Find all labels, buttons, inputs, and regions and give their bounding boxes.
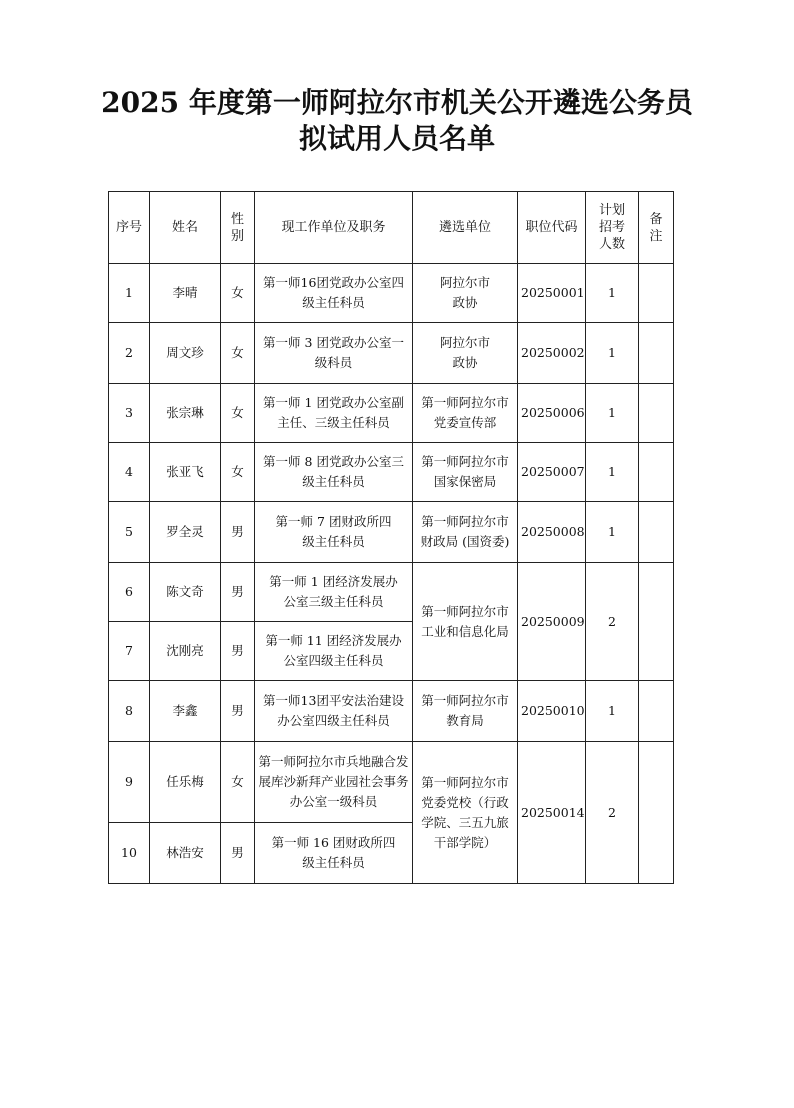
cell-current-unit: 第一师16团党政办公室四级主任科员 <box>255 264 413 323</box>
cell-current-unit: 第一师 7 团财政所四级主任科员 <box>255 502 413 563</box>
cell-name: 沈刚亮 <box>150 622 221 681</box>
cell-name: 张宗琳 <box>150 384 221 443</box>
cell-remarks <box>639 443 674 502</box>
cell-index: 10 <box>109 823 150 884</box>
cell-gender: 男 <box>221 681 255 742</box>
cell-remarks <box>639 742 674 884</box>
cell-position-code: 20250008 <box>518 502 586 563</box>
cell-current-unit: 第一师阿拉尔市兵地融合发展库沙新拜产业园社会事务办公室一级科员 <box>255 742 413 823</box>
table-row <box>109 443 674 502</box>
cell-index: 7 <box>109 622 150 681</box>
table-row <box>109 264 674 323</box>
cell-selection-unit: 阿拉尔市政协 <box>413 264 518 323</box>
cell-selection-unit: 第一师阿拉尔市国家保密局 <box>413 443 518 502</box>
cell-index: 4 <box>109 443 150 502</box>
cell-remarks <box>639 681 674 742</box>
cell-name: 李鑫 <box>150 681 221 742</box>
cell-current-unit: 第一师13团平安法治建设办公室四级主任科员 <box>255 681 413 742</box>
header-plan-count: 计划招考人数 <box>586 192 639 264</box>
cell-index: 3 <box>109 384 150 443</box>
cell-index: 6 <box>109 563 150 622</box>
cell-name: 周文珍 <box>150 323 221 384</box>
cell-plan-count: 2 <box>586 742 639 884</box>
cell-name: 李晴 <box>150 264 221 323</box>
cell-gender: 女 <box>221 742 255 823</box>
cell-position-code: 20250006 <box>518 384 586 443</box>
cell-current-unit: 第一师 8 团党政办公室三级主任科员 <box>255 443 413 502</box>
header-name: 姓名 <box>150 192 221 264</box>
cell-position-code: 20250001 <box>518 264 586 323</box>
cell-gender: 男 <box>221 622 255 681</box>
cell-remarks <box>639 563 674 681</box>
cell-position-code: 20250007 <box>518 443 586 502</box>
cell-gender: 男 <box>221 563 255 622</box>
cell-plan-count: 1 <box>586 681 639 742</box>
table-header-row <box>109 192 674 264</box>
cell-position-code: 20250002 <box>518 323 586 384</box>
cell-plan-count: 1 <box>586 384 639 443</box>
page-title-line-2: 拟试用人员名单 <box>298 122 495 155</box>
cell-remarks <box>639 502 674 563</box>
personnel-table <box>108 191 674 884</box>
cell-selection-unit: 第一师阿拉尔市财政局 (国资委) <box>413 502 518 563</box>
cell-plan-count: 2 <box>586 563 639 681</box>
cell-current-unit: 第一师 3 团党政办公室一级科员 <box>255 323 413 384</box>
cell-current-unit: 第一师 1 团经济发展办公室三级主任科员 <box>255 563 413 622</box>
cell-current-unit: 第一师 1 团党政办公室副主任、三级主任科员 <box>255 384 413 443</box>
cell-selection-unit: 阿拉尔市政协 <box>413 323 518 384</box>
cell-gender: 女 <box>221 264 255 323</box>
header-gender: 性别 <box>221 192 255 264</box>
cell-selection-unit: 第一师阿拉尔市工业和信息化局 <box>413 563 518 681</box>
cell-name: 张亚飞 <box>150 443 221 502</box>
table-row <box>109 323 674 384</box>
page-title-line-1: 2025 年度第一师阿拉尔市机关公开遴选公务员 <box>101 86 693 119</box>
cell-index: 8 <box>109 681 150 742</box>
cell-index: 9 <box>109 742 150 823</box>
table-row <box>109 742 674 823</box>
cell-position-code: 20250010 <box>518 681 586 742</box>
table-row <box>109 502 674 563</box>
cell-selection-unit: 第一师阿拉尔市党委宣传部 <box>413 384 518 443</box>
header-selection-unit: 遴选单位 <box>413 192 518 264</box>
cell-name: 陈文奇 <box>150 563 221 622</box>
header-position-code: 职位代码 <box>518 192 586 264</box>
cell-index: 5 <box>109 502 150 563</box>
cell-plan-count: 1 <box>586 264 639 323</box>
cell-remarks <box>639 384 674 443</box>
table-row <box>109 384 674 443</box>
cell-plan-count: 1 <box>586 323 639 384</box>
cell-gender: 女 <box>221 443 255 502</box>
cell-index: 1 <box>109 264 150 323</box>
header-remarks: 备注 <box>639 192 674 264</box>
cell-selection-unit: 第一师阿拉尔市党委党校（行政学院、三五九旅干部学院） <box>413 742 518 884</box>
cell-position-code: 20250014 <box>518 742 586 884</box>
cell-remarks <box>639 323 674 384</box>
cell-current-unit: 第一师 16 团财政所四级主任科员 <box>255 823 413 884</box>
cell-plan-count: 1 <box>586 443 639 502</box>
table-row <box>109 563 674 622</box>
cell-gender: 男 <box>221 502 255 563</box>
header-current-unit: 现工作单位及职务 <box>255 192 413 264</box>
cell-name: 林浩安 <box>150 823 221 884</box>
cell-remarks <box>639 264 674 323</box>
cell-current-unit: 第一师 11 团经济发展办公室四级主任科员 <box>255 622 413 681</box>
cell-position-code: 20250009 <box>518 563 586 681</box>
cell-gender: 女 <box>221 384 255 443</box>
header-index: 序号 <box>109 192 150 264</box>
cell-plan-count: 1 <box>586 502 639 563</box>
cell-gender: 女 <box>221 323 255 384</box>
cell-selection-unit: 第一师阿拉尔市教育局 <box>413 681 518 742</box>
cell-index: 2 <box>109 323 150 384</box>
table-row <box>109 681 674 742</box>
cell-name: 罗全灵 <box>150 502 221 563</box>
cell-gender: 男 <box>221 823 255 884</box>
cell-name: 任乐梅 <box>150 742 221 823</box>
